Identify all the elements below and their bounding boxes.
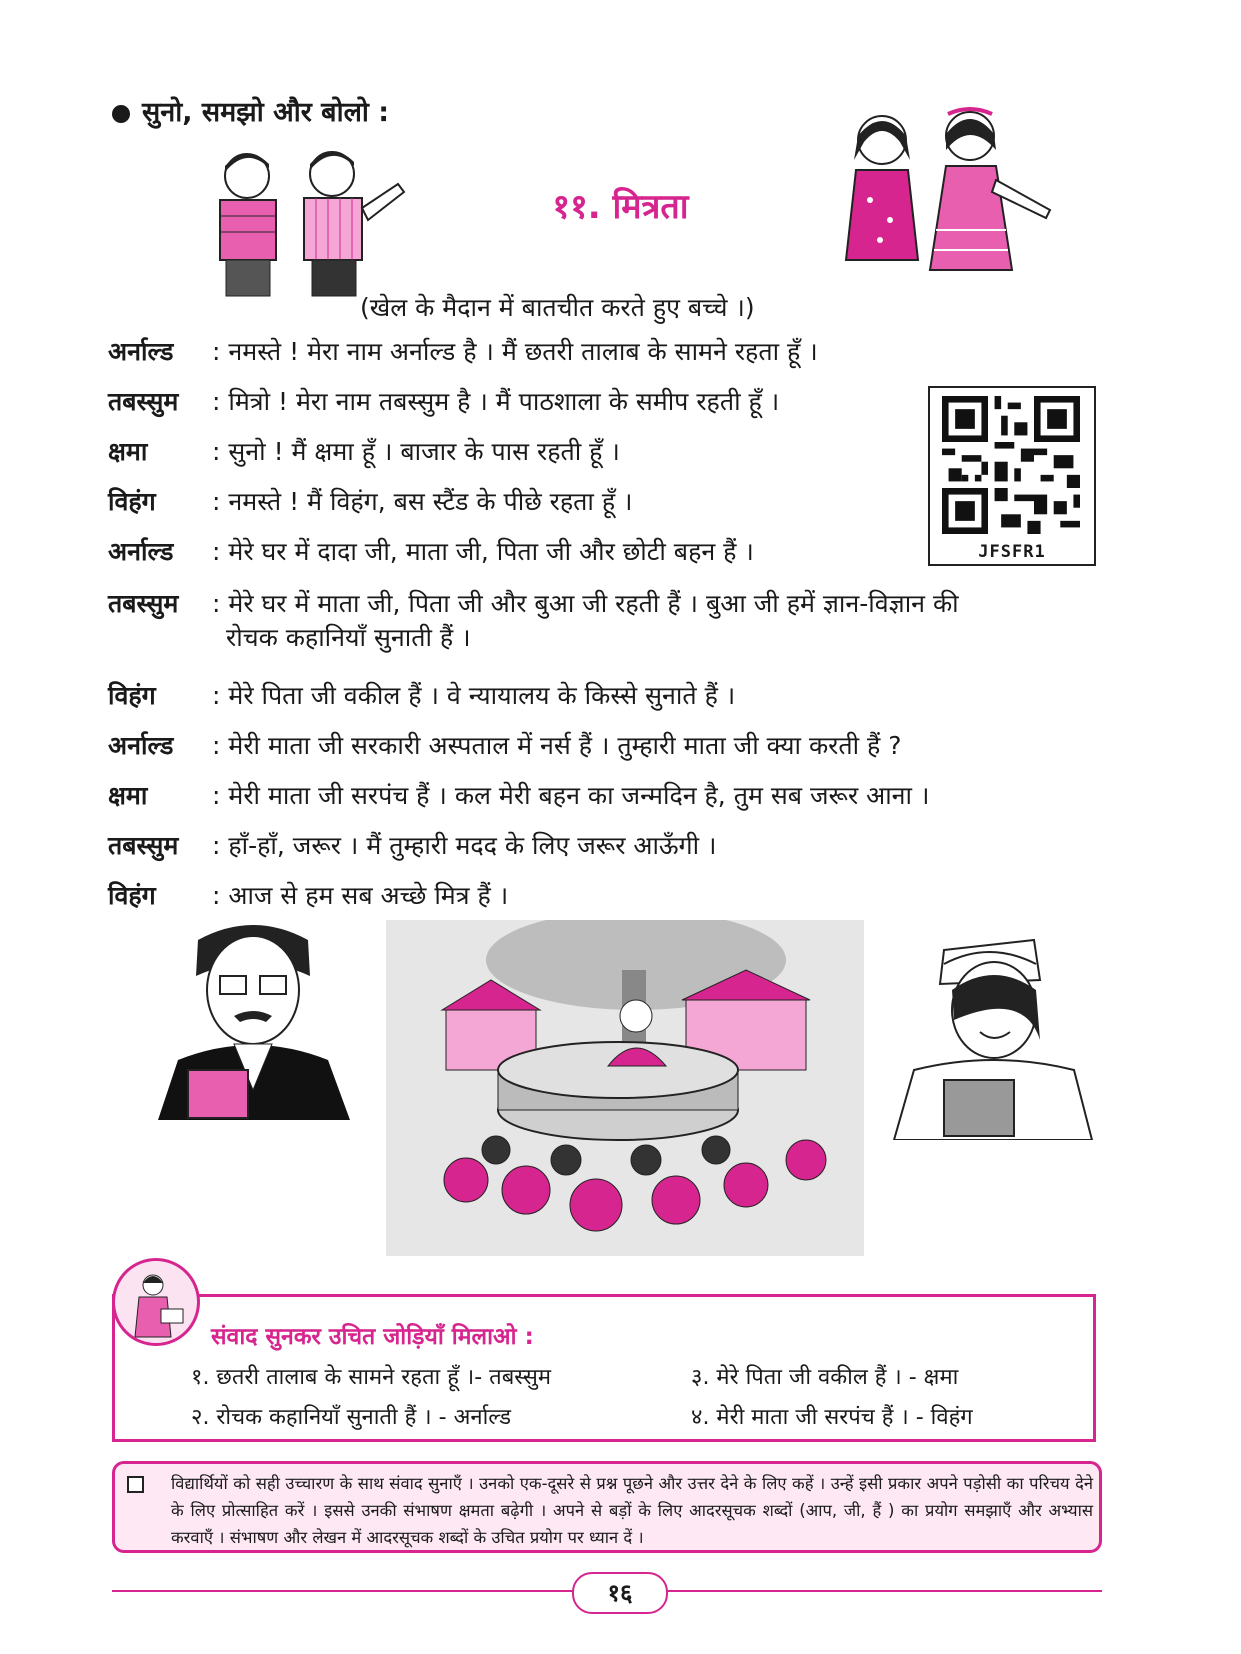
lesson-title: ११. मित्रता	[552, 187, 689, 227]
teacher-note-text: विद्यार्थियों को सही उच्चारण के साथ संवाद सुनाएँ । उनको एक-दूसरे से प्रश्न पूछने और उत्तर देने के लिए कहें । उन्हें इसी प्रकार अपने पड़ोसी का परिचय देने के लिए प्रोत्साहित करें । इससे उनकी संभाषण क्षमता बढ़ेगी । अपने से बड़ों के लिए आदरसूचक शब्दों (आप, जी, हैं ) का प्रयोग समझाएँ और अभ्यास करवाएँ । संभाषण और लेखन में आदरसूचक शब्दों के उचित प्रयोग पर ध्यान दें ।	[171, 1474, 1093, 1547]
speaker-name: अर्नाल्ड	[108, 731, 174, 760]
activity-box	[112, 1294, 1096, 1442]
speech-text: : मेरे पिता जी वकील हैं । वे न्यायालय के किस्से सुनाते हैं ।	[212, 681, 736, 710]
match-item: ४. मेरी माता जी सरपंच हैं । - विहंग	[691, 1405, 973, 1430]
section-heading	[112, 92, 389, 129]
teacher-note	[112, 1461, 1102, 1553]
nurse-illustration	[884, 920, 1094, 1140]
speech-text: : मेरी माता जी सरकारी अस्पताल में नर्स हैं । तुम्हारी माता जी क्या करती हैं ?	[212, 731, 902, 760]
speech-text: : हाँ-हाँ, जरूर । मैं तुम्हारी मदद के लिए जरूर आऊँगी ।	[212, 831, 717, 860]
speaker-name: विहंग	[108, 487, 156, 516]
speaker-name: अर्नाल्ड	[108, 537, 174, 566]
speech-text: : आज से हम सब अच्छे मित्र हैं ।	[212, 881, 509, 910]
lawyer-illustration	[138, 920, 368, 1120]
match-item: २. रोचक कहानियाँ सुनाती हैं । - अर्नाल्ड	[191, 1405, 512, 1430]
speech-text: : मेरे घर में माता जी, पिता जी और बुआ जी रहती हैं । बुआ जी हमें ज्ञान-विज्ञान की	[212, 589, 959, 618]
speaker-name: क्षमा	[108, 437, 148, 466]
speaker-name: तबस्सुम	[108, 831, 179, 860]
speech-text: : मेरी माता जी सरपंच हैं । कल मेरी बहन का जन्मदिन है, तुम सब जरूर आना ।	[212, 781, 930, 810]
speaker-name: तबस्सुम	[108, 387, 179, 416]
speech-text: : मित्रो ! मेरा नाम तबस्सुम है । मैं पाठशाला के समीप रहती हूँ ।	[212, 387, 780, 416]
section-heading-text: सुनो, समझो और बोलो :	[142, 97, 390, 128]
scene-description: (खेल के मैदान में बातचीत करते हुए बच्चे ।)	[360, 293, 755, 322]
girls-illustration	[800, 100, 1060, 290]
qr-code[interactable]	[928, 386, 1096, 566]
activity-title: संवाद सुनकर उचित जोड़ियाँ मिलाओ :	[211, 1324, 534, 1350]
page-number: १६	[572, 1572, 668, 1614]
match-item: १. छतरी तालाब के सामने रहता हूँ ।- तबस्सुम	[191, 1365, 552, 1390]
speech-text: : नमस्ते ! मेरा नाम अर्नाल्ड है । मैं छतरी तालाब के सामने रहता हूँ ।	[212, 337, 818, 366]
speech-text: : नमस्ते ! मैं विहंग, बस स्टैंड के पीछे रहता हूँ ।	[212, 487, 633, 516]
speech-text-continued: रोचक कहानियाँ सुनाती हैं ।	[226, 623, 471, 652]
match-item: ३. मेरे पिता जी वकील हैं । - क्षमा	[691, 1365, 959, 1390]
qr-label: JFSFR1	[978, 542, 1046, 562]
bullet-icon	[112, 105, 130, 123]
checkbox-icon	[127, 1476, 144, 1493]
village-meeting-illustration	[386, 920, 864, 1256]
speaker-name: अर्नाल्ड	[108, 337, 174, 366]
speaker-name: विहंग	[108, 881, 156, 910]
listening-activity-icon	[112, 1258, 200, 1346]
speaker-name: तबस्सुम	[108, 589, 179, 618]
speech-text: : सुनो ! मैं क्षमा हूँ । बाजार के पास रहती हूँ ।	[212, 437, 620, 466]
qr-code-pattern	[942, 396, 1080, 534]
speaker-name: क्षमा	[108, 781, 148, 810]
speaker-name: विहंग	[108, 681, 156, 710]
speech-text: : मेरे घर में दादा जी, माता जी, पिता जी और छोटी बहन हैं ।	[212, 537, 754, 566]
